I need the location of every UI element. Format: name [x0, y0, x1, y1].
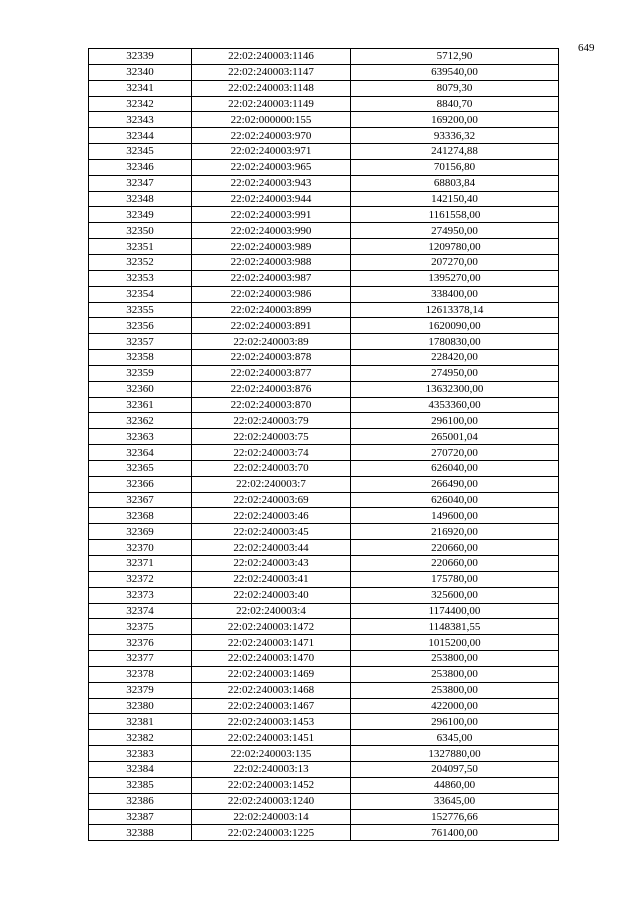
table-row	[89, 651, 559, 667]
cadastral-number-cell: 22:02:240003:965	[192, 159, 351, 175]
table-row	[89, 334, 559, 350]
table-row	[89, 175, 559, 191]
row-number-cell: 32382	[89, 730, 192, 746]
table-row	[89, 144, 559, 160]
table-row	[89, 666, 559, 682]
cadastral-value-cell: 266490,00	[351, 476, 559, 492]
table-row	[89, 445, 559, 461]
table-row	[89, 698, 559, 714]
cadastral-value-cell: 204097,50	[351, 761, 559, 777]
cadastral-number-cell: 22:02:240003:876	[192, 381, 351, 397]
cadastral-value-cell: 1395270,00	[351, 270, 559, 286]
cadastral-value-cell: 68803,84	[351, 175, 559, 191]
row-number-cell: 32360	[89, 381, 192, 397]
cadastral-number-cell: 22:02:240003:971	[192, 144, 351, 160]
cadastral-value-cell: 422000,00	[351, 698, 559, 714]
table-row	[89, 318, 559, 334]
cadastral-number-cell: 22:02:240003:70	[192, 460, 351, 476]
table-row	[89, 429, 559, 445]
table-row	[89, 302, 559, 318]
cadastral-number-cell: 22:02:240003:43	[192, 556, 351, 572]
cadastral-number-cell: 22:02:240003:135	[192, 746, 351, 762]
cadastral-number-cell: 22:02:240003:870	[192, 397, 351, 413]
row-number-cell: 32353	[89, 270, 192, 286]
cadastral-value-cell: 93336,32	[351, 128, 559, 144]
table-row	[89, 476, 559, 492]
table-row	[89, 80, 559, 96]
table-row	[89, 556, 559, 572]
table-row	[89, 207, 559, 223]
cadastral-value-cell: 1015200,00	[351, 635, 559, 651]
row-number-cell: 32345	[89, 144, 192, 160]
cadastral-number-cell: 22:02:240003:44	[192, 540, 351, 556]
table-row	[89, 239, 559, 255]
cadastral-value-cell: 253800,00	[351, 682, 559, 698]
cadastral-value-cell: 626040,00	[351, 492, 559, 508]
row-number-cell: 32369	[89, 524, 192, 540]
cadastral-value-cell: 270720,00	[351, 445, 559, 461]
cadastral-number-cell: 22:02:240003:944	[192, 191, 351, 207]
row-number-cell: 32346	[89, 159, 192, 175]
cadastral-number-cell: 22:02:240003:40	[192, 587, 351, 603]
cadastral-number-cell: 22:02:240003:988	[192, 254, 351, 270]
cadastral-value-cell: 1174400,00	[351, 603, 559, 619]
row-number-cell: 32386	[89, 793, 192, 809]
table-row	[89, 761, 559, 777]
table-row	[89, 49, 559, 65]
cadastral-number-cell: 22:02:240003:89	[192, 334, 351, 350]
table-row	[89, 381, 559, 397]
table-row	[89, 460, 559, 476]
cadastral-number-cell: 22:02:240003:1146	[192, 49, 351, 65]
table-row	[89, 714, 559, 730]
cadastral-number-cell: 22:02:240003:41	[192, 571, 351, 587]
cadastral-number-cell: 22:02:240003:13	[192, 761, 351, 777]
row-number-cell: 32366	[89, 476, 192, 492]
cadastral-value-cell: 241274,88	[351, 144, 559, 160]
cadastral-value-cell: 265001,04	[351, 429, 559, 445]
cadastral-value-cell: 228420,00	[351, 350, 559, 366]
cadastral-value-cell: 338400,00	[351, 286, 559, 302]
cadastral-value-cell: 142150,40	[351, 191, 559, 207]
row-number-cell: 32359	[89, 365, 192, 381]
row-number-cell: 32379	[89, 682, 192, 698]
row-number-cell: 32385	[89, 777, 192, 793]
cadastral-number-cell: 22:02:240003:75	[192, 429, 351, 445]
row-number-cell: 32377	[89, 651, 192, 667]
cadastral-number-cell: 22:02:240003:1148	[192, 80, 351, 96]
table-body	[89, 49, 559, 841]
row-number-cell: 32365	[89, 460, 192, 476]
cadastral-value-cell: 220660,00	[351, 540, 559, 556]
cadastral-value-cell: 152776,66	[351, 809, 559, 825]
cadastral-number-cell: 22:02:240003:1472	[192, 619, 351, 635]
cadastral-number-cell: 22:02:240003:1468	[192, 682, 351, 698]
cadastral-number-cell: 22:02:240003:991	[192, 207, 351, 223]
cadastral-number-cell: 22:02:240003:986	[192, 286, 351, 302]
cadastral-value-cell: 8079,30	[351, 80, 559, 96]
cadastral-number-cell: 22:02:240003:1467	[192, 698, 351, 714]
cadastral-value-cell: 216920,00	[351, 524, 559, 540]
row-number-cell: 32361	[89, 397, 192, 413]
table-row	[89, 508, 559, 524]
cadastral-value-cell: 761400,00	[351, 825, 559, 841]
cadastral-value-cell: 253800,00	[351, 666, 559, 682]
table-row	[89, 571, 559, 587]
row-number-cell: 32343	[89, 112, 192, 128]
table-row	[89, 682, 559, 698]
table-row	[89, 350, 559, 366]
cadastral-number-cell: 22:02:240003:987	[192, 270, 351, 286]
cadastral-number-cell: 22:02:240003:1452	[192, 777, 351, 793]
table-row	[89, 365, 559, 381]
row-number-cell: 32362	[89, 413, 192, 429]
cadastral-value-cell: 626040,00	[351, 460, 559, 476]
table-row	[89, 730, 559, 746]
cadastral-value-cell: 33645,00	[351, 793, 559, 809]
table-row	[89, 64, 559, 80]
cadastral-value-cell: 44860,00	[351, 777, 559, 793]
table-row	[89, 191, 559, 207]
row-number-cell: 32372	[89, 571, 192, 587]
cadastral-number-cell: 22:02:240003:1469	[192, 666, 351, 682]
table-row	[89, 413, 559, 429]
cadastral-value-cell: 325600,00	[351, 587, 559, 603]
cadastral-value-cell: 253800,00	[351, 651, 559, 667]
cadastral-number-cell: 22:02:240003:14	[192, 809, 351, 825]
row-number-cell: 32342	[89, 96, 192, 112]
cadastral-number-cell: 22:02:240003:891	[192, 318, 351, 334]
row-number-cell: 32347	[89, 175, 192, 191]
cadastral-value-cell: 1209780,00	[351, 239, 559, 255]
cadastral-number-cell: 22:02:240003:74	[192, 445, 351, 461]
cadastral-number-cell: 22:02:240003:1451	[192, 730, 351, 746]
row-number-cell: 32368	[89, 508, 192, 524]
cadastral-value-cell: 175780,00	[351, 571, 559, 587]
row-number-cell: 32384	[89, 761, 192, 777]
table-row	[89, 587, 559, 603]
cadastral-number-cell: 22:02:240003:1147	[192, 64, 351, 80]
cadastral-value-cell: 1327880,00	[351, 746, 559, 762]
cadastral-value-cell: 274950,00	[351, 223, 559, 239]
table-row	[89, 96, 559, 112]
table-row	[89, 619, 559, 635]
row-number-cell: 32367	[89, 492, 192, 508]
cadastral-value-cell: 149600,00	[351, 508, 559, 524]
row-number-cell: 32371	[89, 556, 192, 572]
table-row	[89, 254, 559, 270]
row-number-cell: 32352	[89, 254, 192, 270]
cadastral-value-cell: 207270,00	[351, 254, 559, 270]
cadastral-value-cell: 296100,00	[351, 413, 559, 429]
cadastral-number-cell: 22:02:240003:79	[192, 413, 351, 429]
row-number-cell: 32340	[89, 64, 192, 80]
row-number-cell: 32358	[89, 350, 192, 366]
cadastral-number-cell: 22:02:240003:69	[192, 492, 351, 508]
cadastral-number-cell: 22:02:240003:990	[192, 223, 351, 239]
row-number-cell: 32381	[89, 714, 192, 730]
cadastral-number-cell: 22:02:240003:1470	[192, 651, 351, 667]
cadastral-number-cell: 22:02:240003:1225	[192, 825, 351, 841]
table-row	[89, 128, 559, 144]
row-number-cell: 32355	[89, 302, 192, 318]
cadastral-number-cell: 22:02:240003:1149	[192, 96, 351, 112]
row-number-cell: 32344	[89, 128, 192, 144]
cadastral-value-cell: 296100,00	[351, 714, 559, 730]
cadastral-number-cell: 22:02:240003:877	[192, 365, 351, 381]
cadastral-number-cell: 22:02:240003:46	[192, 508, 351, 524]
table-row	[89, 286, 559, 302]
cadastral-number-cell: 22:02:240003:899	[192, 302, 351, 318]
cadastral-number-cell: 22:02:000000:155	[192, 112, 351, 128]
table-row	[89, 635, 559, 651]
cadastral-value-cell: 1161558,00	[351, 207, 559, 223]
cadastral-value-cell: 4353360,00	[351, 397, 559, 413]
table-row	[89, 825, 559, 841]
row-number-cell: 32351	[89, 239, 192, 255]
cadastral-value-cell: 1780830,00	[351, 334, 559, 350]
row-number-cell: 32374	[89, 603, 192, 619]
row-number-cell: 32376	[89, 635, 192, 651]
cadastral-value-cell: 5712,90	[351, 49, 559, 65]
table-row	[89, 397, 559, 413]
cadastral-value-cell: 1620090,00	[351, 318, 559, 334]
table-row	[89, 793, 559, 809]
row-number-cell: 32339	[89, 49, 192, 65]
table-row	[89, 270, 559, 286]
cadastral-number-cell: 22:02:240003:989	[192, 239, 351, 255]
row-number-cell: 32364	[89, 445, 192, 461]
row-number-cell: 32356	[89, 318, 192, 334]
row-number-cell: 32354	[89, 286, 192, 302]
row-number-cell: 32348	[89, 191, 192, 207]
row-number-cell: 32349	[89, 207, 192, 223]
cadastral-number-cell: 22:02:240003:4	[192, 603, 351, 619]
cadastral-value-cell: 639540,00	[351, 64, 559, 80]
row-number-cell: 32387	[89, 809, 192, 825]
cadastral-number-cell: 22:02:240003:1240	[192, 793, 351, 809]
table-row	[89, 492, 559, 508]
row-number-cell: 32378	[89, 666, 192, 682]
row-number-cell: 32363	[89, 429, 192, 445]
page-number: 649	[578, 42, 595, 54]
cadastral-number-cell: 22:02:240003:1453	[192, 714, 351, 730]
table-row	[89, 524, 559, 540]
cadastral-value-cell: 274950,00	[351, 365, 559, 381]
row-number-cell: 32350	[89, 223, 192, 239]
row-number-cell: 32373	[89, 587, 192, 603]
row-number-cell: 32388	[89, 825, 192, 841]
cadastral-number-cell: 22:02:240003:45	[192, 524, 351, 540]
cadastral-number-cell: 22:02:240003:878	[192, 350, 351, 366]
cadastral-value-cell: 70156,80	[351, 159, 559, 175]
table-row	[89, 540, 559, 556]
row-number-cell: 32375	[89, 619, 192, 635]
cadastral-value-table	[88, 48, 559, 841]
row-number-cell: 32357	[89, 334, 192, 350]
row-number-cell: 32341	[89, 80, 192, 96]
table-row	[89, 603, 559, 619]
cadastral-value-cell: 12613378,14	[351, 302, 559, 318]
table-row	[89, 223, 559, 239]
table-row	[89, 159, 559, 175]
table-row	[89, 777, 559, 793]
cadastral-number-cell: 22:02:240003:1471	[192, 635, 351, 651]
cadastral-value-cell: 169200,00	[351, 112, 559, 128]
cadastral-value-cell: 13632300,00	[351, 381, 559, 397]
cadastral-value-cell: 220660,00	[351, 556, 559, 572]
cadastral-value-cell: 6345,00	[351, 730, 559, 746]
table-row	[89, 112, 559, 128]
cadastral-number-cell: 22:02:240003:970	[192, 128, 351, 144]
cadastral-number-cell: 22:02:240003:7	[192, 476, 351, 492]
row-number-cell: 32370	[89, 540, 192, 556]
cadastral-value-cell: 8840,70	[351, 96, 559, 112]
row-number-cell: 32383	[89, 746, 192, 762]
table-row	[89, 746, 559, 762]
row-number-cell: 32380	[89, 698, 192, 714]
cadastral-value-cell: 1148381,55	[351, 619, 559, 635]
cadastral-number-cell: 22:02:240003:943	[192, 175, 351, 191]
table-row	[89, 809, 559, 825]
